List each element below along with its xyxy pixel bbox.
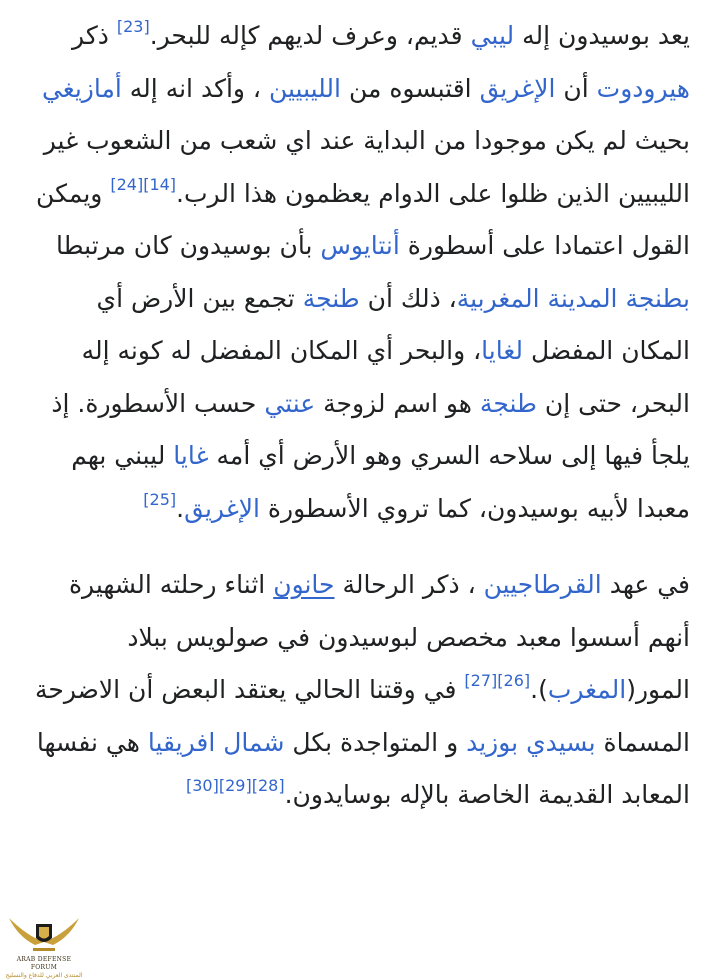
wiki-link[interactable]: غايا (173, 441, 209, 470)
wiki-link[interactable]: الإغريق (479, 73, 556, 103)
eagle-wings-icon (5, 912, 83, 956)
body-text: أن (555, 73, 597, 103)
citation-ref[interactable]: [27] (464, 671, 498, 690)
body-text: يعد بوسيدون إله (514, 21, 690, 50)
watermark-arabic-text: المنتدى العربي للدفاع والتسليح (5, 972, 83, 979)
wiki-link[interactable]: شمال افريقيا (147, 727, 285, 757)
body-text: اقتبسوه من (341, 73, 480, 103)
body-text: ، ذلك أن (359, 283, 457, 313)
body-text: ، والبحر أي المكان المفضل له كونه إله البحر، حتى إن (81, 336, 690, 418)
body-text: قديم، وعرف لديهم كإله للبحر. (149, 21, 471, 50)
body-text: ، وأكد انه إله (121, 73, 269, 103)
wiki-link[interactable]: هيرودوت (596, 73, 690, 103)
wiki-link[interactable]: أمازيغي (41, 73, 122, 103)
body-text: . (176, 493, 185, 523)
wiki-link[interactable]: عنتي (264, 388, 316, 418)
wiki-link[interactable]: الليبيين (268, 73, 341, 103)
paragraph-1 (34, 0, 690, 535)
body-text: حسب الأسطورة. إذ يلجأ فيها إلى سلاحه السري وهو الأرض أي أمه (51, 388, 690, 470)
citation-ref[interactable]: [24] (110, 174, 144, 194)
body-text: اثناء رحلته الشهيرة أنهم أسسوا معبد مخصص لبوسيدون في صولويس ببلاد المور( (68, 570, 690, 704)
body-text: هي نفسها المعابد القديمة الخاصة بالإله بوسايدون. (36, 727, 690, 809)
citation-ref[interactable]: [23] (116, 17, 150, 36)
citation-ref[interactable]: [28] (251, 776, 285, 795)
body-text: بحيث لم يكن موجودا من البداية عند اي شعب من الشعوب غير الليبيين الذين ظلوا على الدوام يعظمون هذا الرب. (43, 126, 690, 208)
paragraph-2 (34, 559, 690, 822)
body-text: و المتواجدة بكل (284, 727, 467, 757)
wiki-link[interactable]: أنتايوس (320, 231, 400, 260)
wiki-link[interactable]: بطنجة المدينة المغربية (456, 283, 690, 313)
watermark-english-text: ARAB DEFENSE FORUM (16, 956, 72, 971)
forum-watermark-logo (4, 912, 84, 979)
wiki-link[interactable]: ليبي (470, 21, 515, 50)
wiki-link[interactable]: الإغريق (184, 493, 260, 523)
body-text: ذكر (72, 21, 117, 50)
citation-ref[interactable]: [29] (218, 776, 252, 795)
citation-ref[interactable]: [14] (143, 174, 177, 194)
body-text: ليبني بهم معبدا لأبيه بوسيدون، كما تروي الأسطورة (71, 441, 690, 523)
wiki-link[interactable]: بسيدي بوزيد (466, 727, 596, 757)
wiki-link[interactable]: طنجة (479, 388, 537, 418)
citation-ref[interactable]: [25] (143, 489, 177, 509)
body-text: تجمع بين الأرض أي المكان المفضل (96, 283, 690, 365)
body-text: ، ذكر الرحالة (334, 570, 484, 599)
body-text: في وقتنا الحالي يعتقد البعض أن الاضرحة المسماة (34, 675, 690, 757)
body-text: هو اسم لزوجة (315, 388, 480, 418)
citation-ref[interactable]: [30] (186, 776, 219, 795)
body-text: ويمكن القول اعتمادا على أسطورة (36, 178, 690, 260)
body-text: بأن بوسيدون كان مرتبطا (56, 231, 321, 260)
article-body (34, 0, 690, 822)
citation-ref[interactable]: [26] (497, 671, 531, 690)
body-text: في عهد (601, 570, 690, 599)
wiki-link[interactable]: لغايا (481, 336, 524, 365)
wiki-link[interactable]: القرطاجيين (483, 570, 602, 599)
wiki-link[interactable]: طنجة (302, 283, 360, 313)
wiki-link[interactable]: حانون (273, 570, 335, 599)
wiki-link[interactable]: المغرب (547, 675, 627, 704)
body-text: ). (530, 675, 548, 704)
